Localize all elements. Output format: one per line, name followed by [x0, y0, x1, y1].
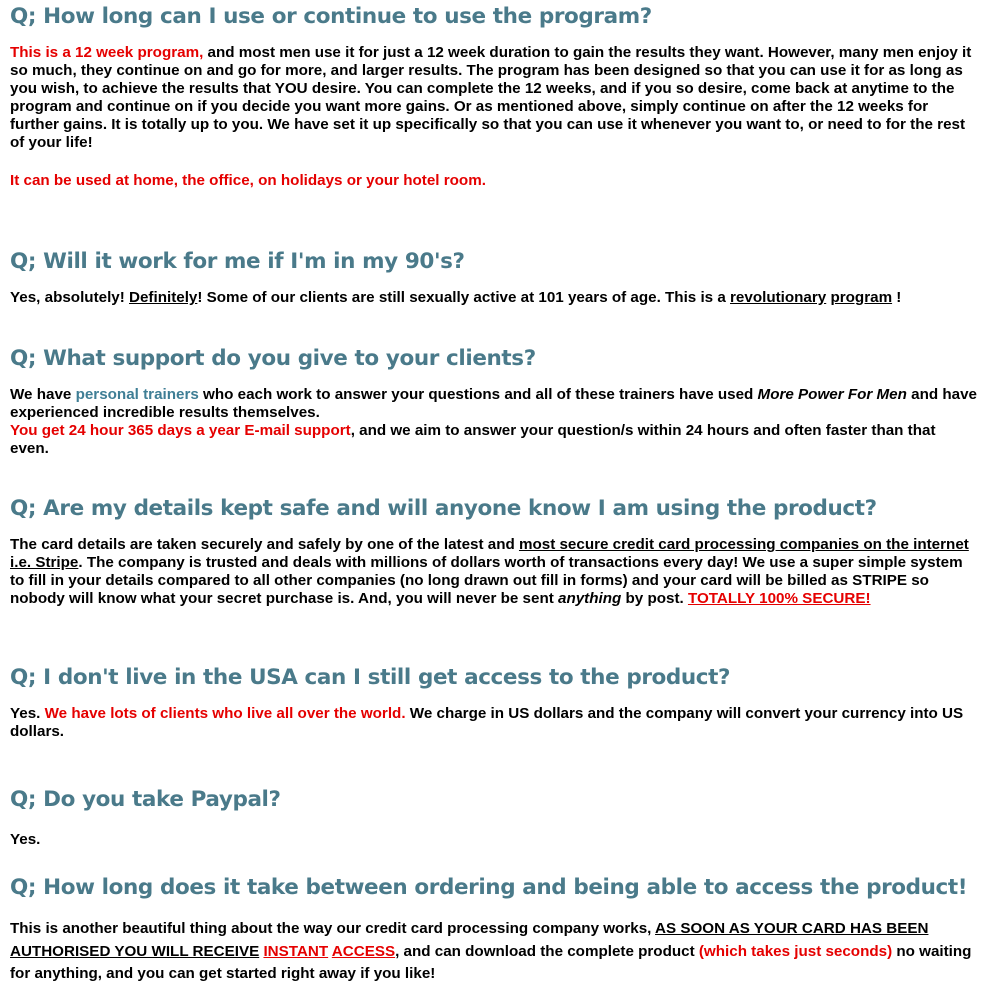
- totally-secure-link[interactable]: TOTALLY 100% SECURE!: [687, 590, 871, 607]
- answer-text: Yes.: [10, 705, 45, 722]
- answer-text: by post.: [621, 590, 688, 607]
- answer-text: Yes, absolutely!: [10, 289, 130, 306]
- faq-answer-5: [10, 705, 978, 741]
- answer-text: who each work to answer your questions and all of these trainers have used: [198, 386, 758, 403]
- faq-answer-2: [10, 289, 978, 307]
- worldwide-highlight: We have lots of clients who live all over the world.: [44, 705, 406, 722]
- faq-answer-4: [10, 536, 978, 608]
- answer-emphasis: anything: [558, 590, 622, 607]
- faq-question-6: Q; Do you take Paypal?: [10, 787, 281, 812]
- answer-text: , and we aim to answer your question/s within 24 hours and often faster than that even.: [10, 422, 936, 457]
- email-support-highlight: You get 24 hour 365 days a year E-mail support: [10, 422, 351, 439]
- answer-text: ! Some of our clients are still sexually active at 101 years of age. This is a: [197, 289, 731, 306]
- faq-question-3: Q; What support do you give to your clients?: [10, 346, 536, 371]
- faq-question-7: Q; How long does it take between ordering and being able to access the product!: [10, 875, 968, 900]
- faq-question-4: Q; Are my details kept safe and will anyone know I am using the product?: [10, 496, 877, 521]
- faq-answer-1-note: It can be used at home, the office, on holidays or your hotel room.: [10, 172, 486, 189]
- revolutionary-link[interactable]: revolutionary: [730, 289, 827, 306]
- answer-text: This is another beautiful thing about the way our credit card processing company works,: [10, 920, 656, 937]
- access-link[interactable]: ACCESS: [331, 942, 396, 960]
- answer-text: !: [892, 289, 902, 306]
- answer-text: We have: [10, 386, 76, 403]
- faq-answer-3: [10, 386, 978, 458]
- answer-text: , and can download the complete product: [395, 942, 699, 960]
- definitely-link[interactable]: Definitely: [129, 289, 198, 306]
- faq-answer-7: [10, 918, 978, 986]
- card-authorised-link[interactable]: AS SOON AS YOUR CARD HAS BEEN AUTHORISED YOU WILL RECEIVE: [10, 920, 929, 960]
- faq-question-2: Q; Will it work for me if I'm in my 90's?: [10, 249, 465, 274]
- faq-answer-1: [10, 44, 978, 152]
- program-link[interactable]: program: [830, 289, 893, 306]
- answer-text: and most men use it for just a 12 week duration to gain the results they want. However, many men enjoy it so much, they continue on and go for more, and larger results. The program has been designed so that you can use it for as long as you wish, to achieve the results that YOU desire. You can complete the 12 weeks, and if you so desire, come back at anytime to the program and continue on if you decide you want more gains. Or as mentioned above, simply continue on after the 12 weeks for further gains. It is totally up to you. We have set it up specifically so that you can use it whenever you want to, or need to for the rest of your life!: [10, 44, 972, 151]
- product-name: More Power For Men: [757, 386, 907, 403]
- personal-trainers-highlight: personal trainers: [75, 386, 199, 403]
- answer-text: We charge in US dollars and the company will convert your currency into US dollars.: [10, 705, 964, 740]
- answer-text: The card details are taken securely and safely by one of the latest and: [10, 536, 519, 553]
- stripe-link[interactable]: most secure credit card processing companies on the internet i.e. Stripe: [10, 536, 969, 571]
- answer-text: . The company is trusted and deals with millions of dollars worth of transactions every day! We use a super simple system to fill in your details compared to all other companies (no long drawn out fill in forms) and your card will be billed as STRIPE so nobody will know what your secret purchase is. And, you will never be sent: [10, 554, 963, 607]
- instant-link[interactable]: INSTANT: [263, 942, 329, 960]
- answer-text: and have experienced incredible results themselves.: [10, 386, 977, 421]
- faq-answer-6: Yes.: [10, 831, 41, 848]
- faq-question-5: Q; I don't live in the USA can I still get access to the product?: [10, 665, 731, 690]
- answer-text: no waiting for anything, and you can get started right away if you like!: [10, 942, 972, 982]
- faq-question-1: Q; How long can I use or continue to use the program?: [10, 4, 652, 29]
- answer-highlight: This is a 12 week program,: [10, 44, 204, 61]
- download-speed-highlight: (which takes just seconds): [698, 942, 893, 960]
